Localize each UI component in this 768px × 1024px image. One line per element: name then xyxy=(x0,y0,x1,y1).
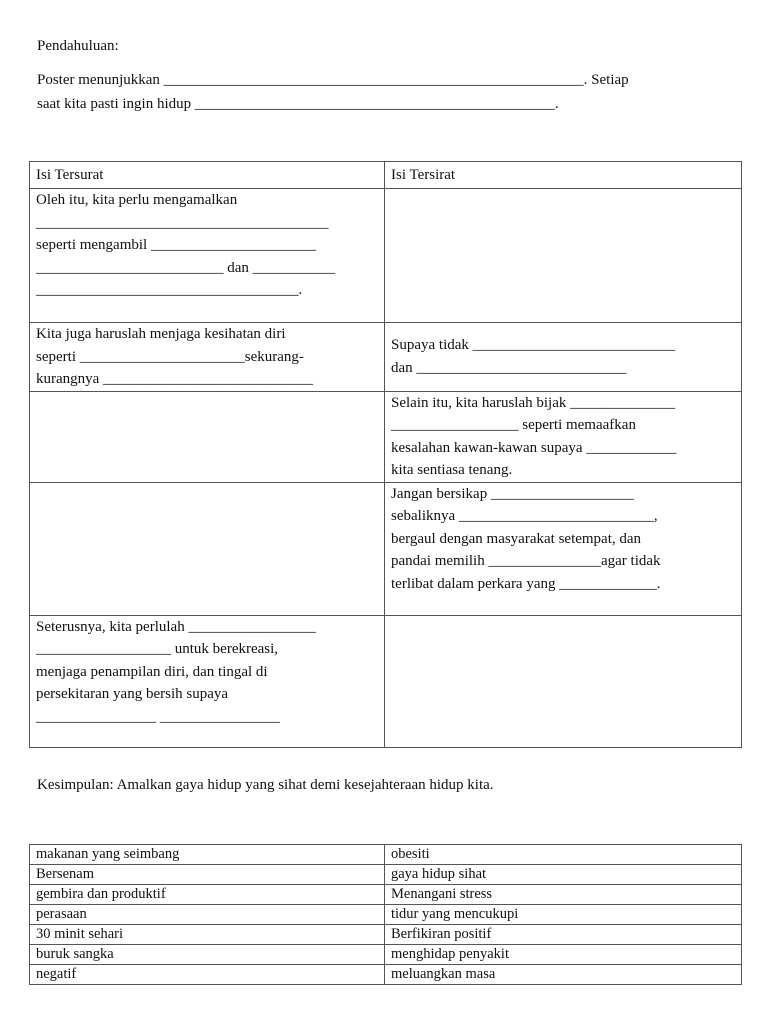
cell-line: kurangnya ____________________________ xyxy=(36,371,314,387)
conclusion-text: Kesimpulan: Amalkan gaya hidup yang sihat demi kesejahteraan hidup kita. xyxy=(37,777,494,793)
cell-line: Kita juga haruslah menjaga kesihatan diri xyxy=(36,326,286,342)
cell-line: menjaga penampilan diri, dan tingal di xyxy=(36,663,268,680)
word-bank-row xyxy=(30,865,742,885)
tersirat-cell xyxy=(385,615,742,747)
cell-line: sebaliknya __________________________, xyxy=(391,508,658,524)
tersurat-cell xyxy=(30,391,385,482)
word-bank-cell: meluangkan masa xyxy=(385,965,742,985)
tersurat-cell xyxy=(30,189,385,323)
table-row xyxy=(30,615,742,747)
word-bank-cell: Berfikiran positif xyxy=(385,925,742,945)
word-bank-table xyxy=(29,844,742,985)
word-bank-row xyxy=(30,845,742,865)
tersurat-cell xyxy=(30,482,385,615)
word-bank-row xyxy=(30,965,742,985)
word-bank-cell: gembira dan produktif xyxy=(30,885,385,905)
word-bank-cell: menghidap penyakit xyxy=(385,945,742,965)
word-bank-cell: negatif xyxy=(30,965,385,985)
table-row xyxy=(30,323,742,392)
tersirat-cell xyxy=(385,189,742,323)
analysis-table xyxy=(29,161,742,748)
word-bank-cell: gaya hidup sihat xyxy=(385,865,742,885)
intro-heading: Pendahuluan: xyxy=(37,38,119,54)
cell-line: ___________________________________. xyxy=(36,282,303,298)
cell-line: kita sentiasa tenang. xyxy=(391,462,513,478)
word-bank-row xyxy=(30,885,742,905)
tersirat-cell xyxy=(385,391,742,482)
cell-line: seperti mengambil ______________________ xyxy=(36,237,316,253)
cell-line: Seterusnya, kita perlulah _________________ xyxy=(36,618,316,635)
cell-line: persekitaran yang bersih supaya xyxy=(36,686,229,702)
cell-line: bergaul dengan masyarakat setempat, dan xyxy=(391,530,642,547)
word-bank-row xyxy=(30,945,742,965)
cell-line: ________________ ________________ xyxy=(36,708,280,725)
word-bank-row xyxy=(30,905,742,925)
tersurat-cell xyxy=(30,615,385,747)
cell-line: Jangan bersikap ___________________ xyxy=(391,485,634,502)
cell-line: seperti ______________________sekurang- xyxy=(36,348,304,365)
word-bank-row xyxy=(30,925,742,945)
table-row xyxy=(30,391,742,482)
table-header-row xyxy=(30,162,742,189)
tersurat-cell xyxy=(30,323,385,392)
word-bank-cell: Bersenam xyxy=(30,865,385,885)
cell-line: terlibat dalam perkara yang _____________. xyxy=(391,575,661,592)
word-bank-cell: obesiti xyxy=(385,845,742,865)
word-bank-cell: makanan yang seimbang xyxy=(30,845,385,865)
header-isi-tersurat: Isi Tersurat xyxy=(30,162,385,189)
cell-line: _________________________ dan ___________ xyxy=(36,259,336,276)
cell-line: _________________ seperti memaafkan xyxy=(391,417,636,433)
table-row xyxy=(30,482,742,615)
word-bank-cell: Menangani stress xyxy=(385,885,742,905)
word-bank-cell: tidur yang mencukupi xyxy=(385,905,742,925)
cell-line: dan ____________________________ xyxy=(391,359,627,376)
cell-line: Oleh itu, kita perlu mengamalkan xyxy=(36,192,238,208)
cell-line: pandai memilih _______________agar tidak xyxy=(391,553,661,569)
header-isi-tersirat: Isi Tersirat xyxy=(385,162,742,189)
cell-line: Selain itu, kita haruslah bijak ______________ xyxy=(391,394,676,411)
cell-line: _______________________________________ xyxy=(36,214,329,231)
word-bank-cell: perasaan xyxy=(30,905,385,925)
cell-line: kesalahan kawan-kawan supaya ____________ xyxy=(391,439,677,456)
word-bank-cell: 30 minit sehari xyxy=(30,925,385,945)
table-row xyxy=(30,189,742,323)
tersirat-cell xyxy=(385,482,742,615)
tersirat-cell xyxy=(385,323,742,392)
intro-line-2: saat kita pasti ingin hidup ________________________________________________. xyxy=(37,96,559,112)
cell-line: Supaya tidak ___________________________ xyxy=(391,337,676,354)
intro-line-1: Poster menunjukkan ________________________________________________________. Setiap xyxy=(37,72,629,88)
word-bank-cell: buruk sangka xyxy=(30,945,385,965)
cell-line: __________________ untuk berekreasi, xyxy=(36,641,279,657)
